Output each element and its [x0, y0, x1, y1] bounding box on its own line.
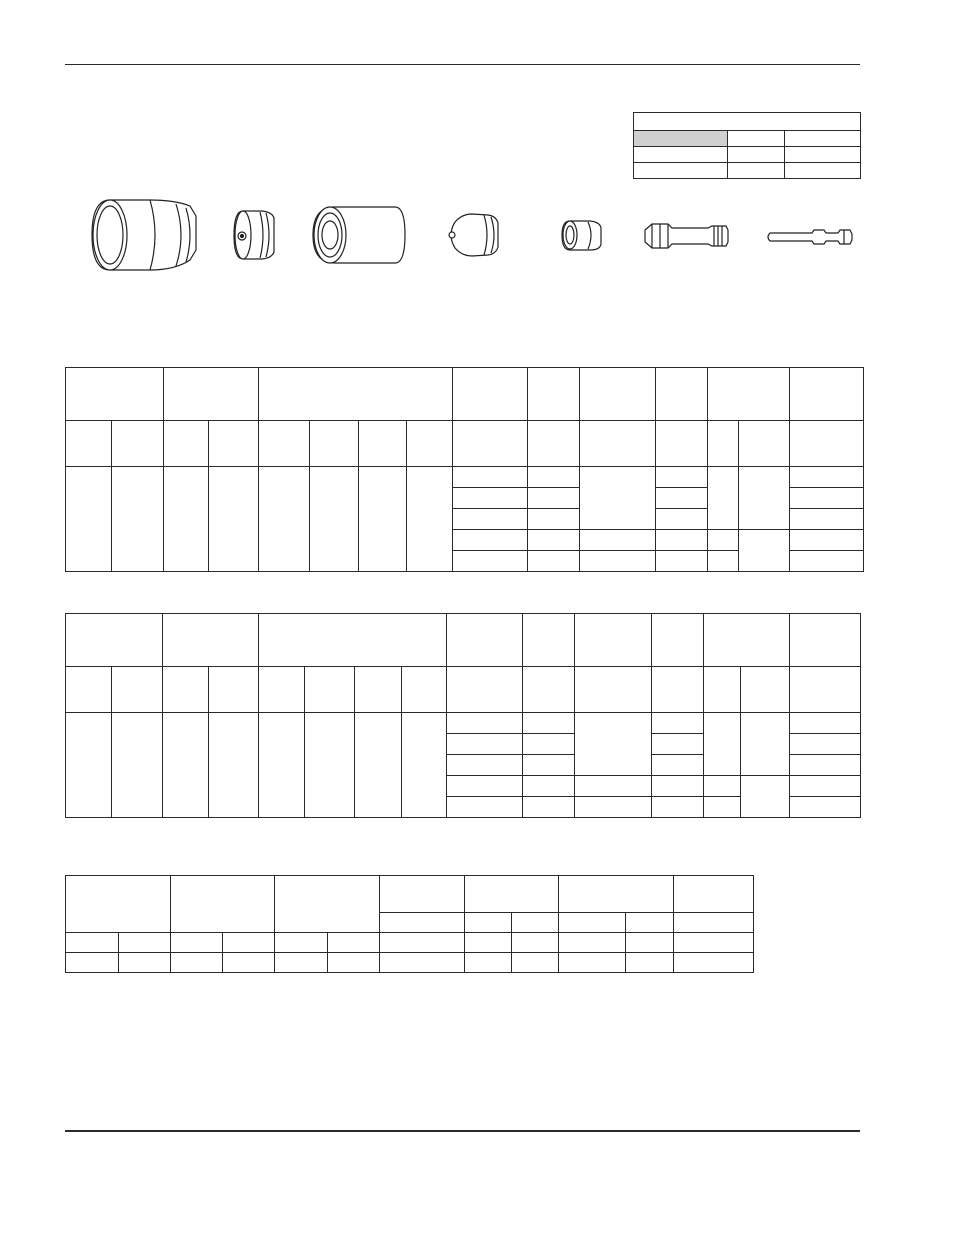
- table-cell: [704, 614, 790, 667]
- table-cell: [359, 421, 407, 467]
- table-cell: [580, 421, 656, 467]
- table-cell: [741, 713, 790, 776]
- table-cell: [656, 551, 708, 572]
- table-cell: [465, 953, 512, 973]
- table-cell: [209, 667, 259, 713]
- table-cell: [704, 776, 741, 797]
- table-cell: [164, 368, 259, 421]
- table-cell: [790, 797, 861, 818]
- table-cell: [559, 913, 626, 933]
- table-cell: [275, 876, 380, 933]
- table-cell: [580, 530, 656, 551]
- table-cell: [575, 713, 652, 776]
- water-tube-icon: [768, 230, 852, 244]
- table-cell: [626, 933, 674, 953]
- table-cell: [626, 913, 674, 933]
- table-cell: [380, 876, 465, 913]
- table-cell: [790, 488, 864, 509]
- table-cell: [380, 913, 465, 933]
- table-cell: [785, 147, 861, 163]
- table-cell: [528, 467, 580, 488]
- shield-cap-icon: [234, 211, 274, 259]
- consumables-illustration: [0, 190, 954, 280]
- table-cell: [453, 551, 528, 572]
- table-cell: [523, 734, 575, 755]
- table-cell: [66, 933, 119, 953]
- table-cell: [652, 797, 704, 818]
- table-cell: [119, 953, 171, 973]
- table-cell: [704, 667, 741, 713]
- table-cell: [728, 163, 785, 179]
- table-cell: [164, 421, 209, 467]
- table-cell: [310, 421, 359, 467]
- table-cell: [708, 551, 739, 572]
- table-cell: [656, 368, 708, 421]
- table-cell: [790, 614, 861, 667]
- table-cell: [164, 467, 209, 572]
- table-cell: [355, 667, 402, 713]
- table-cell: [634, 131, 728, 147]
- table-cell: [790, 667, 861, 713]
- table-cell: [447, 755, 523, 776]
- table-cell: [66, 614, 163, 667]
- table-cell: [259, 368, 453, 421]
- table-cell: [453, 421, 528, 467]
- table-cell: [112, 713, 163, 818]
- table-cell: [465, 876, 559, 913]
- table-cell: [528, 530, 580, 551]
- table-cell: [66, 876, 171, 933]
- table-cell: [656, 530, 708, 551]
- table-cell: [447, 797, 523, 818]
- cut-chart-table-2: [65, 613, 861, 818]
- table-cell: [652, 614, 704, 667]
- table-cell: [523, 614, 575, 667]
- table-cell: [380, 933, 465, 953]
- table-cell: [223, 933, 275, 953]
- table-cell: [523, 667, 575, 713]
- retaining-cap-icon: [313, 207, 405, 263]
- table-cell: [66, 713, 112, 818]
- table-cell: [652, 713, 704, 734]
- table-cell: [465, 913, 512, 933]
- table-cell: [512, 913, 559, 933]
- table-cell: [528, 368, 580, 421]
- table-cell: [708, 467, 739, 530]
- table-cell: [790, 755, 861, 776]
- table-cell: [741, 776, 790, 818]
- table-cell: [66, 467, 112, 572]
- gas-settings-table: [65, 875, 754, 973]
- table-cell: [790, 421, 864, 467]
- table-cell: [704, 797, 741, 818]
- table-cell: [790, 467, 864, 488]
- table-cell: [328, 933, 380, 953]
- table-cell: [575, 614, 652, 667]
- table-cell: [708, 421, 739, 467]
- table-cell: [575, 776, 652, 797]
- table-cell: [66, 667, 112, 713]
- table-cell: [209, 713, 259, 818]
- table-cell: [656, 421, 708, 467]
- table-cell: [66, 953, 119, 973]
- cut-chart-table-1: [65, 367, 864, 572]
- table-cell: [453, 530, 528, 551]
- table-cell: [580, 467, 656, 530]
- table-cell: [656, 467, 708, 488]
- table-cell: [785, 163, 861, 179]
- table-cell: [453, 509, 528, 530]
- table-cell: [523, 797, 575, 818]
- shield-icon: [92, 200, 196, 270]
- table-cell: [112, 667, 163, 713]
- table-cell: [559, 933, 626, 953]
- swirl-ring-icon: [562, 221, 601, 250]
- table-cell: [790, 776, 861, 797]
- table-cell: [453, 368, 528, 421]
- table-cell: [447, 734, 523, 755]
- table-cell: [741, 667, 790, 713]
- table-cell: [275, 933, 328, 953]
- table-cell: [407, 421, 453, 467]
- table-cell: [328, 953, 380, 973]
- table-cell: [634, 163, 728, 179]
- table-cell: [209, 421, 259, 467]
- table-cell: [305, 713, 355, 818]
- table-cell: [259, 667, 305, 713]
- table-cell: [790, 509, 864, 530]
- table-cell: [259, 421, 310, 467]
- table-cell: [674, 953, 754, 973]
- table-cell: [790, 551, 864, 572]
- table-cell: [453, 467, 528, 488]
- table-cell: [512, 953, 559, 973]
- table-cell: [453, 488, 528, 509]
- table-cell: [656, 509, 708, 530]
- table-cell: [580, 551, 656, 572]
- table-cell: [447, 614, 523, 667]
- table-cell: [66, 368, 164, 421]
- table-cell: [790, 530, 864, 551]
- table-cell: [652, 667, 704, 713]
- table-cell: [119, 933, 171, 953]
- table-cell: [359, 467, 407, 572]
- table-cell: [512, 933, 559, 953]
- table-cell: [163, 614, 259, 667]
- table-cell: [528, 551, 580, 572]
- table-cell: [402, 667, 447, 713]
- table-cell: [163, 667, 209, 713]
- legend-table: [633, 112, 861, 179]
- table-cell: [674, 933, 754, 953]
- table-cell: [171, 953, 223, 973]
- table-cell: [355, 713, 402, 818]
- table-cell: [259, 467, 310, 572]
- table-cell: [708, 530, 739, 551]
- table-cell: [112, 467, 164, 572]
- table-cell: [528, 421, 580, 467]
- table-cell: [275, 953, 328, 973]
- footer-rule: [65, 1130, 860, 1132]
- table-cell: [402, 713, 447, 818]
- electrode-icon: [645, 224, 728, 248]
- table-cell: [559, 953, 626, 973]
- header-rule: [65, 64, 860, 65]
- table-cell: [728, 131, 785, 147]
- table-cell: [739, 467, 790, 530]
- table-cell: [580, 368, 656, 421]
- table-cell: [528, 488, 580, 509]
- table-cell: [523, 776, 575, 797]
- table-cell: [447, 776, 523, 797]
- table-cell: [305, 667, 355, 713]
- table-cell: [259, 713, 305, 818]
- table-cell: [407, 467, 453, 572]
- table-cell: [652, 776, 704, 797]
- table-cell: [163, 713, 209, 818]
- table-cell: [708, 368, 790, 421]
- nozzle-icon: [449, 214, 498, 256]
- table-cell: [790, 713, 861, 734]
- table-cell: [790, 368, 864, 421]
- table-cell: [674, 913, 754, 933]
- table-cell: [575, 797, 652, 818]
- table-cell: [785, 131, 861, 147]
- table-cell: [112, 421, 164, 467]
- table-cell: [447, 667, 523, 713]
- table-cell: [656, 488, 708, 509]
- table-cell: [634, 147, 728, 163]
- table-cell: [652, 734, 704, 755]
- table-cell: [523, 713, 575, 734]
- table-cell: [465, 933, 512, 953]
- table-cell: [171, 876, 275, 933]
- table-cell: [171, 933, 223, 953]
- table-cell: [559, 876, 674, 913]
- table-cell: [380, 953, 465, 973]
- table-cell: [739, 530, 790, 572]
- table-cell: [626, 953, 674, 973]
- table-cell: [259, 614, 447, 667]
- table-cell: [575, 667, 652, 713]
- table-cell: [652, 755, 704, 776]
- table-cell: [223, 953, 275, 973]
- table-cell: [704, 713, 741, 776]
- table-cell: [728, 147, 785, 163]
- table-cell: [528, 509, 580, 530]
- table-cell: [66, 421, 112, 467]
- table-cell: [447, 713, 523, 734]
- table-cell: [523, 755, 575, 776]
- table-cell: [209, 467, 259, 572]
- table-cell: [674, 876, 754, 913]
- table-cell: [634, 113, 861, 131]
- table-cell: [790, 734, 861, 755]
- table-cell: [310, 467, 359, 572]
- table-cell: [739, 421, 790, 467]
